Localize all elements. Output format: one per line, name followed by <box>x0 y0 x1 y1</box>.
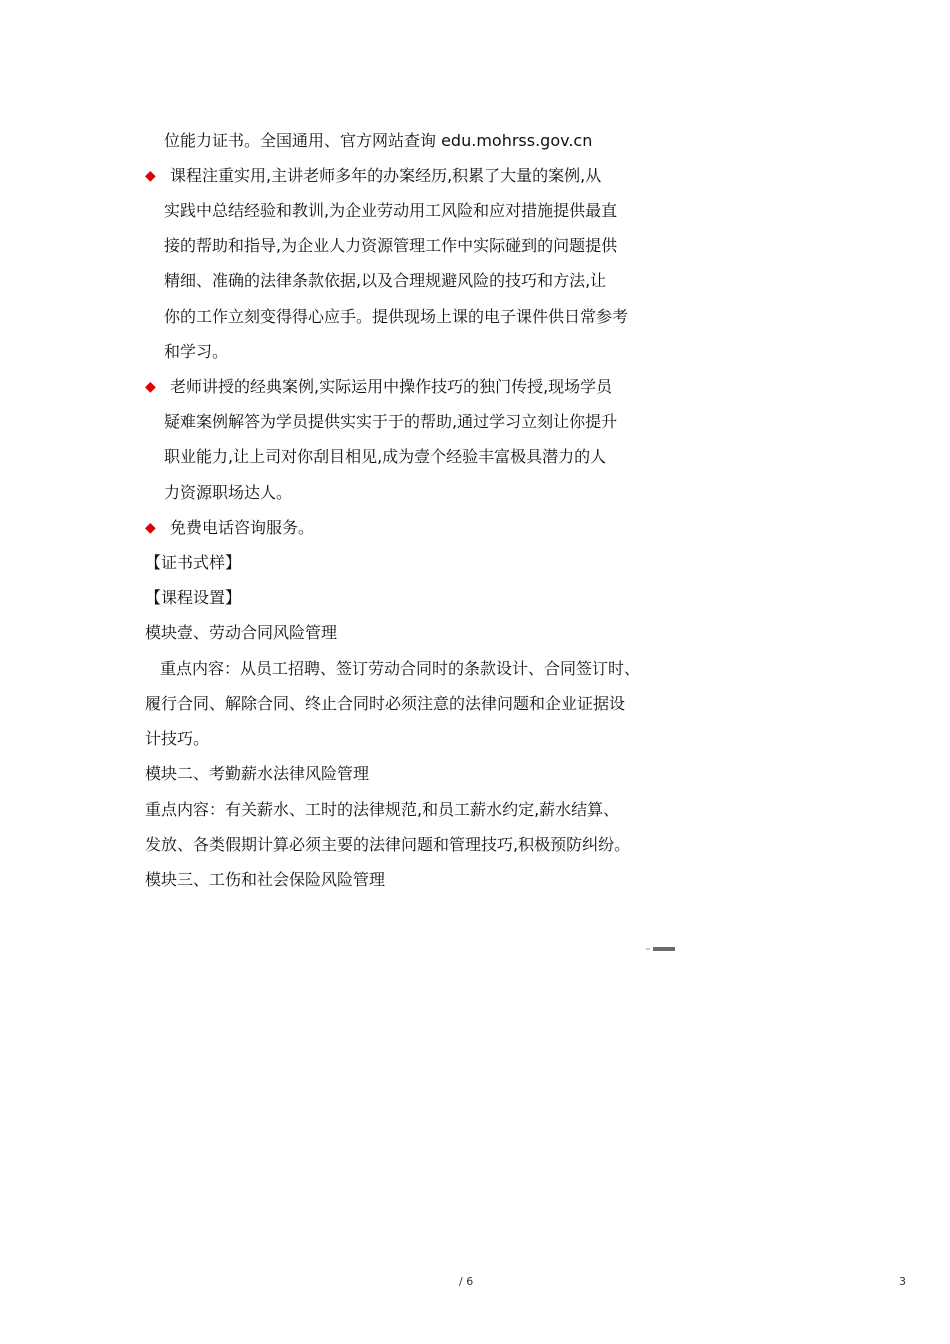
module-content-line: 计技巧。 <box>145 729 210 748</box>
red-diamond-bullet-icon: ◆ <box>145 379 156 395</box>
bullet-text-line: 实践中总结经验和教训,为企业劳动用工风险和应对措施提供最直 <box>164 201 618 220</box>
image-placeholder-mark <box>646 948 650 950</box>
bullet-text-line: 精细、准确的法律条款依据,以及合理规避风险的技巧和方法,让 <box>164 271 607 290</box>
bullet-text-line: 职业能力,让上司对你刮目相见,成为壹个经验丰富极具潜力的人 <box>164 447 607 466</box>
bullet-text-line: 力资源职场达人。 <box>164 483 293 502</box>
module-title: 模块壹、劳动合同风险管理 <box>145 623 338 642</box>
module-content-line: 履行合同、解除合同、终止合同时必须注意的法律问题和企业证据设 <box>145 694 626 713</box>
bullet-text-line: 和学习。 <box>164 342 229 361</box>
bullet-text-line: 你的工作立刻变得得心应手。提供现场上课的电子课件供日常参考 <box>164 307 629 326</box>
section-heading-course-setup: 【课程设置】 <box>145 588 242 607</box>
module-content-line: 重点内容：从员工招聘、签订劳动合同时的条款设计、合同签订时、 <box>160 659 641 678</box>
module-content-line: 重点内容：有关薪水、工时的法律规范,和员工薪水约定,薪水结算、 <box>145 800 620 819</box>
bullet-text-line: 疑难案例解答为学员提供实实于于的帮助,通过学习立刻让你提升 <box>164 412 618 431</box>
red-diamond-bullet-icon: ◆ <box>145 520 156 536</box>
bullet-text-line: 接的帮助和指导,为企业人力资源管理工作中实际碰到的问题提供 <box>164 236 618 255</box>
section-heading-cert-sample: 【证书式样】 <box>145 553 242 572</box>
bullet-text-line: 课程注重实用,主讲老师多年的办案经历,积累了大量的案例,从 <box>170 166 602 185</box>
module-title: 模块二、考勤薪水法律风险管理 <box>145 764 370 783</box>
module-content-line: 发放、各类假期计算必须主要的法律问题和管理技巧,积极预防纠纷。 <box>145 835 631 854</box>
bullet-text-line: 老师讲授的经典案例,实际运用中操作技巧的独门传授,现场学员 <box>170 377 613 396</box>
red-diamond-bullet-icon: ◆ <box>145 168 156 184</box>
page-number: 3 <box>899 1275 906 1288</box>
bullet-text-line: 免费电话咨询服务。 <box>170 518 315 537</box>
page-total: / 6 <box>459 1275 474 1288</box>
paragraph-line: 位能力证书。全国通用、官方网站查询 edu.mohrss.gov.cn <box>164 131 593 150</box>
image-placeholder-bar <box>653 947 675 951</box>
module-title: 模块三、工伤和社会保险风险管理 <box>145 870 386 889</box>
